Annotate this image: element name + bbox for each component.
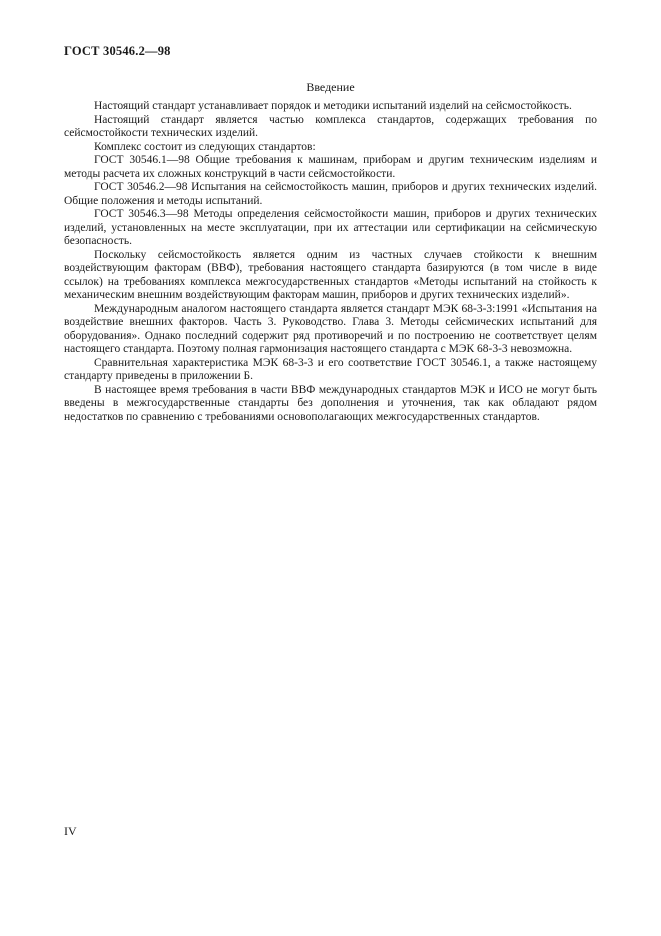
introduction-body (64, 100, 597, 424)
section-title: Введение (306, 80, 355, 94)
paragraph-standard-part-2: ГОСТ 30546.2—98 Испытания на сейсмостойкость машин, приборов и других технических изделий. Общие положения и методы испытаний. (64, 181, 597, 207)
paragraph-complex-part: Настоящий стандарт является частью комплекса стандартов, содержащих требования по сейсмостойкости технических изделий. (64, 113, 597, 139)
paragraph-iec-iso-limitations: В настоящее время требования в части ВВФ международных стандартов МЭК и ИСО не могут быть введены в межгосударственные стандарты без дополнения и уточнения, так как обладают рядом недостатков по сравнению с требованиями основополагающих межгосударственных стандартов. (64, 383, 597, 423)
paragraph-complex-list-intro: Комплекс состоит из следующих стандартов: (94, 140, 316, 153)
page-number: IV (64, 824, 77, 838)
paragraph-iec-analog: Международным аналогом настоящего стандарта является стандарт МЭК 68-3-3:1991 «Испытания на воздействие внешних факторов. Часть 3. Руководство. Глава 3. Методы сейсмических испытаний для оборудования». Однако последний содержит ряд противоречий и по построению не соответствует целям настоящего стандарта. Поэтому полная гармонизация настоящего стандарта с МЭК 68-3-3 невозможна. (64, 302, 597, 355)
paragraph-vvf-basis: Поскольку сейсмостойкость является одним из частных случаев стойкости к внешним воздействующим факторам (ВВФ), требования настоящего стандарта базируются (в том числе в виде ссылок) на требованиях комплекса межгосударственных стандартов «Методы испытаний на стойкость к механическим внешним воздействующим факторам машин, приборов и других технических изделий». (64, 248, 597, 301)
paragraph-comparison-appendix: Сравнительная характеристика МЭК 68-3-3 и его соответствие ГОСТ 30546.1, а также настоящему стандарту приведены в приложении Б. (64, 356, 597, 382)
document-header-standard-id: ГОСТ 30546.2—98 (64, 44, 171, 58)
paragraph-standard-part-3: ГОСТ 30546.3—98 Методы определения сейсмостойкости машин, приборов и других технических изделий, установленных на месте эксплуатации, при их аттестации или сертификации на сейсмическую безопасность. (64, 208, 597, 247)
paragraph-scope: Настоящий стандарт устанавливает порядок и методики испытаний изделий на сейсмостойкость. (94, 100, 572, 112)
paragraph-standard-part-1: ГОСТ 30546.1—98 Общие требования к машинам, приборам и другим техническим изделиям и методы расчета их сложных конструкций в части сейсмостойкости. (64, 154, 597, 180)
